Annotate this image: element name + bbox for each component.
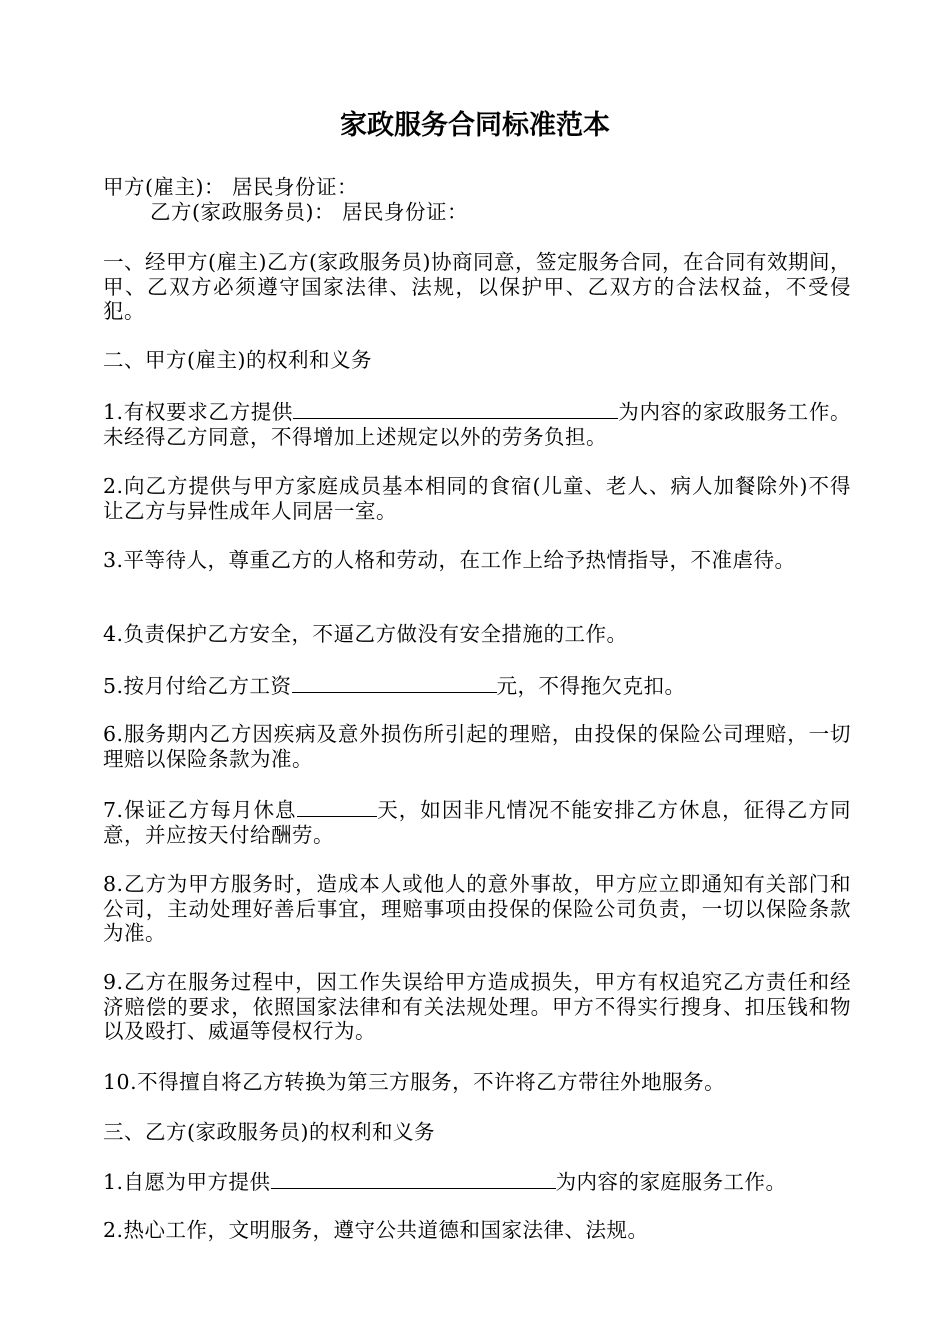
section-2-heading: 二、甲方(雇主)的权利和义务 [103,348,372,372]
section-2-item-4: 4.负责保护乙方安全，不逼乙方做没有安全措施的工作。 [103,622,628,646]
item-text: 为内容的家庭服务工作。 [555,1170,787,1194]
section-3-item-2: 2.热心工作，文明服务，遵守公共道德和国家法律、法规。 [103,1218,649,1242]
item-text: 7.保证乙方每月休息 [103,798,297,822]
section-2-item-6: 6.服务期内乙方因疾病及意外损伤所引起的理赔，由投保的保险公司理赔，一切理赔以保险条款为准。 [103,722,851,771]
item-text: 1.有权要求乙方提供 [103,400,294,424]
section-3-heading: 三、乙方(家政服务员)的权利和义务 [103,1120,435,1144]
section-2-item-2: 2.向乙方提供与甲方家庭成员基本相同的食宿(儿童、老人、病人加餐除外)不得让乙方与异性成年人同居一室。 [103,474,851,523]
blank-line [292,673,497,693]
item-text: 为内容的家政服务工作。未经得乙方同意，不得增加上述规定以外的劳务负担。 [103,400,851,449]
blank-line [297,797,377,817]
item-text: 元，不得拖欠克扣。 [496,674,686,698]
section-1-paragraph: 一、经甲方(雇主)乙方(家政服务员)协商同意，签定服务合同，在合同有效期间，甲、乙双方必须遵守国家法律、法规，以保护甲、乙双方的合法权益，不受侵犯。 [103,250,851,323]
blank-line [271,1169,556,1189]
section-2-item-10: 10.不得擅自将乙方转换为第三方服务，不许将乙方带往外地服务。 [103,1070,726,1094]
section-2-item-5 [103,673,851,699]
item-text: 1.自愿为甲方提供 [103,1170,271,1194]
section-2-item-3: 3.平等待人，尊重乙方的人格和劳动，在工作上给予热情指导，不准虐待。 [103,548,796,572]
section-3-item-1 [103,1169,851,1195]
party-a-line: 甲方(雇主)： 居民身份证： [103,175,359,199]
blank-line [293,399,618,419]
party-b-line: 乙方(家政服务员)： 居民身份证： [150,200,469,224]
section-2-item-7 [103,797,851,847]
item-text: 天，如因非凡情况不能安排乙方休息，征得乙方同意，并应按天付给酬劳。 [103,798,851,847]
section-2-item-8: 8.乙方为甲方服务时，造成本人或他人的意外事故，甲方应立即通知有关部门和公司，主动处理好善后事宜，理赔事项由投保的保险公司负责，一切以保险条款为准。 [103,872,851,945]
item-text: 5.按月付给乙方工资 [103,674,292,698]
section-2-item-9: 9.乙方在服务过程中，因工作失误给甲方造成损失，甲方有权追究乙方责任和经济赔偿的要求，依照国家法律和有关法规处理。甲方不得实行搜身、扣压钱和物以及殴打、威逼等侵权行为。 [103,970,851,1043]
section-2-item-1 [103,399,851,449]
document-title: 家政服务合同标准范本 [340,110,610,141]
